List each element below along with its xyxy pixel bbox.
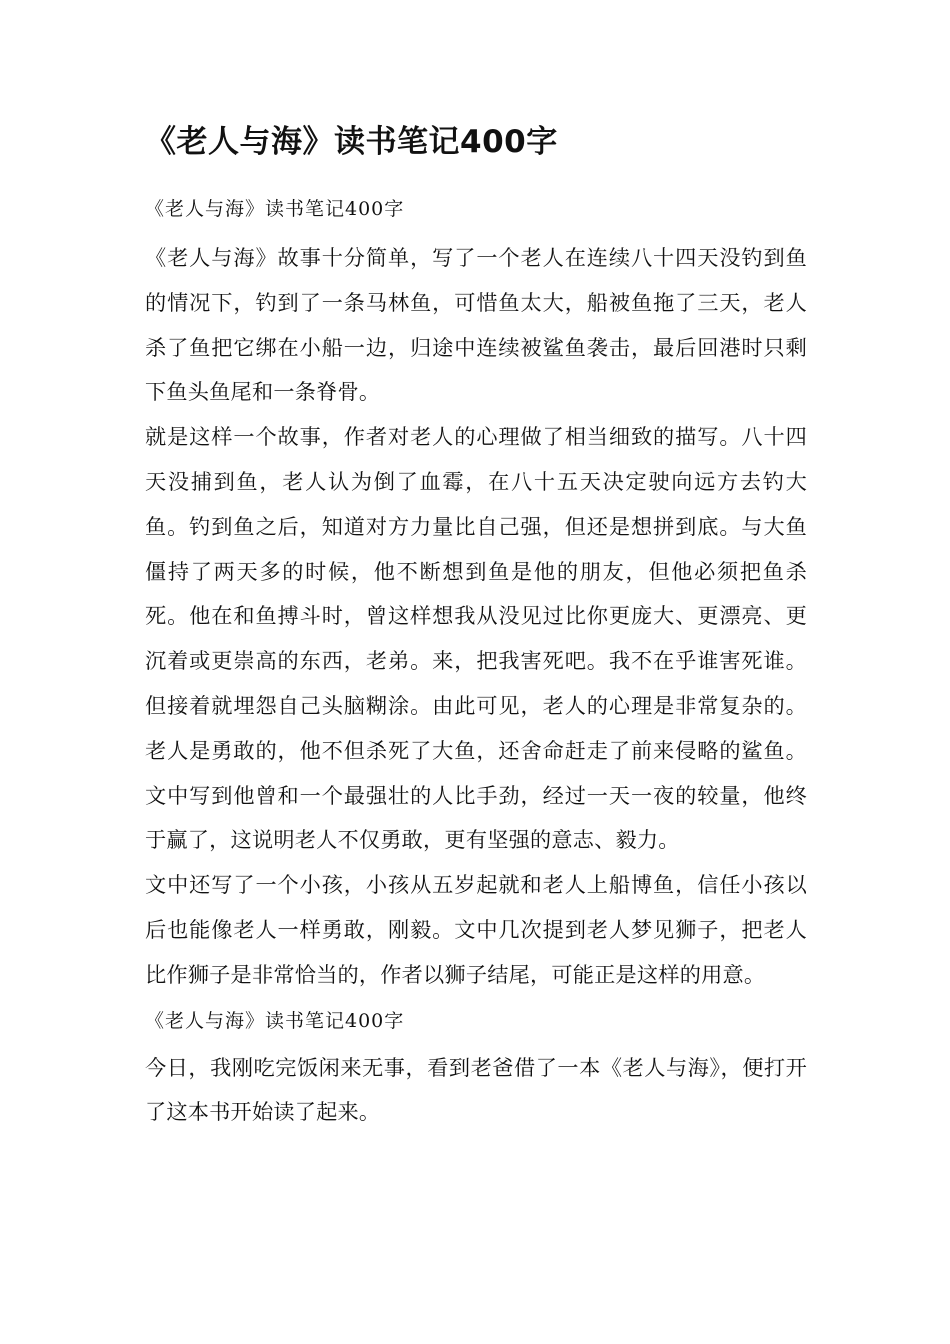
paragraph: 文中还写了一个小孩，小孩从五岁起就和老人上船博鱼，信任小孩以后也能像老人一样勇敢，刚毅。文中几次提到老人梦见狮子，把老人比作狮子是非常恰当的，作者以狮子结尾，可能正是这样的用意。 (145, 872, 807, 987)
paragraph: 今日，我刚吃完饭闲来无事，看到老爸借了一本《老人与海》，便打开了这本书开始读了起来。 (145, 1054, 807, 1125)
section-1 (145, 194, 807, 998)
paragraph: 《老人与海》故事十分简单，写了一个老人在连续八十四天没钓到鱼的情况下，钓到了一条马林鱼，可惜鱼太大，船被鱼拖了三天，老人杀了鱼把它绑在小船一边，归途中连续被鲨鱼袭击，最后回港时只剩下鱼头鱼尾和一条脊骨。 (145, 245, 807, 405)
document-title: 《老人与海》读书笔记400字 (145, 124, 558, 160)
section-subtitle: 《老人与海》读书笔记400字 (145, 1009, 405, 1032)
document-page (145, 118, 807, 1135)
section-2 (145, 1006, 807, 1136)
paragraph: 就是这样一个故事，作者对老人的心理做了相当细致的描写。八十四天没捕到鱼，老人认为倒了血霉，在八十五天决定驶向远方去钓大鱼。钓到鱼之后，知道对方力量比自己强，但还是想拼到底。与大鱼僵持了两天多的时候，他不断想到鱼是他的朋友，但他必须把鱼杀死。他在和鱼搏斗时，曾这样想我从没见过比你更庞大、更漂亮、更沉着或更崇高的东西，老弟。来，把我害死吧。我不在乎谁害死谁。但接着就埋怨自己头脑糊涂。由此可见，老人的心理是非常复杂的。老人是勇敢的，他不但杀死了大鱼，还舍命赶走了前来侵略的鲨鱼。文中写到他曾和一个最强壮的人比手劲，经过一天一夜的较量，他终于赢了，这说明老人不仅勇敢，更有坚强的意志、毅力。 (145, 424, 807, 853)
section-subtitle: 《老人与海》读书笔记400字 (145, 198, 405, 220)
